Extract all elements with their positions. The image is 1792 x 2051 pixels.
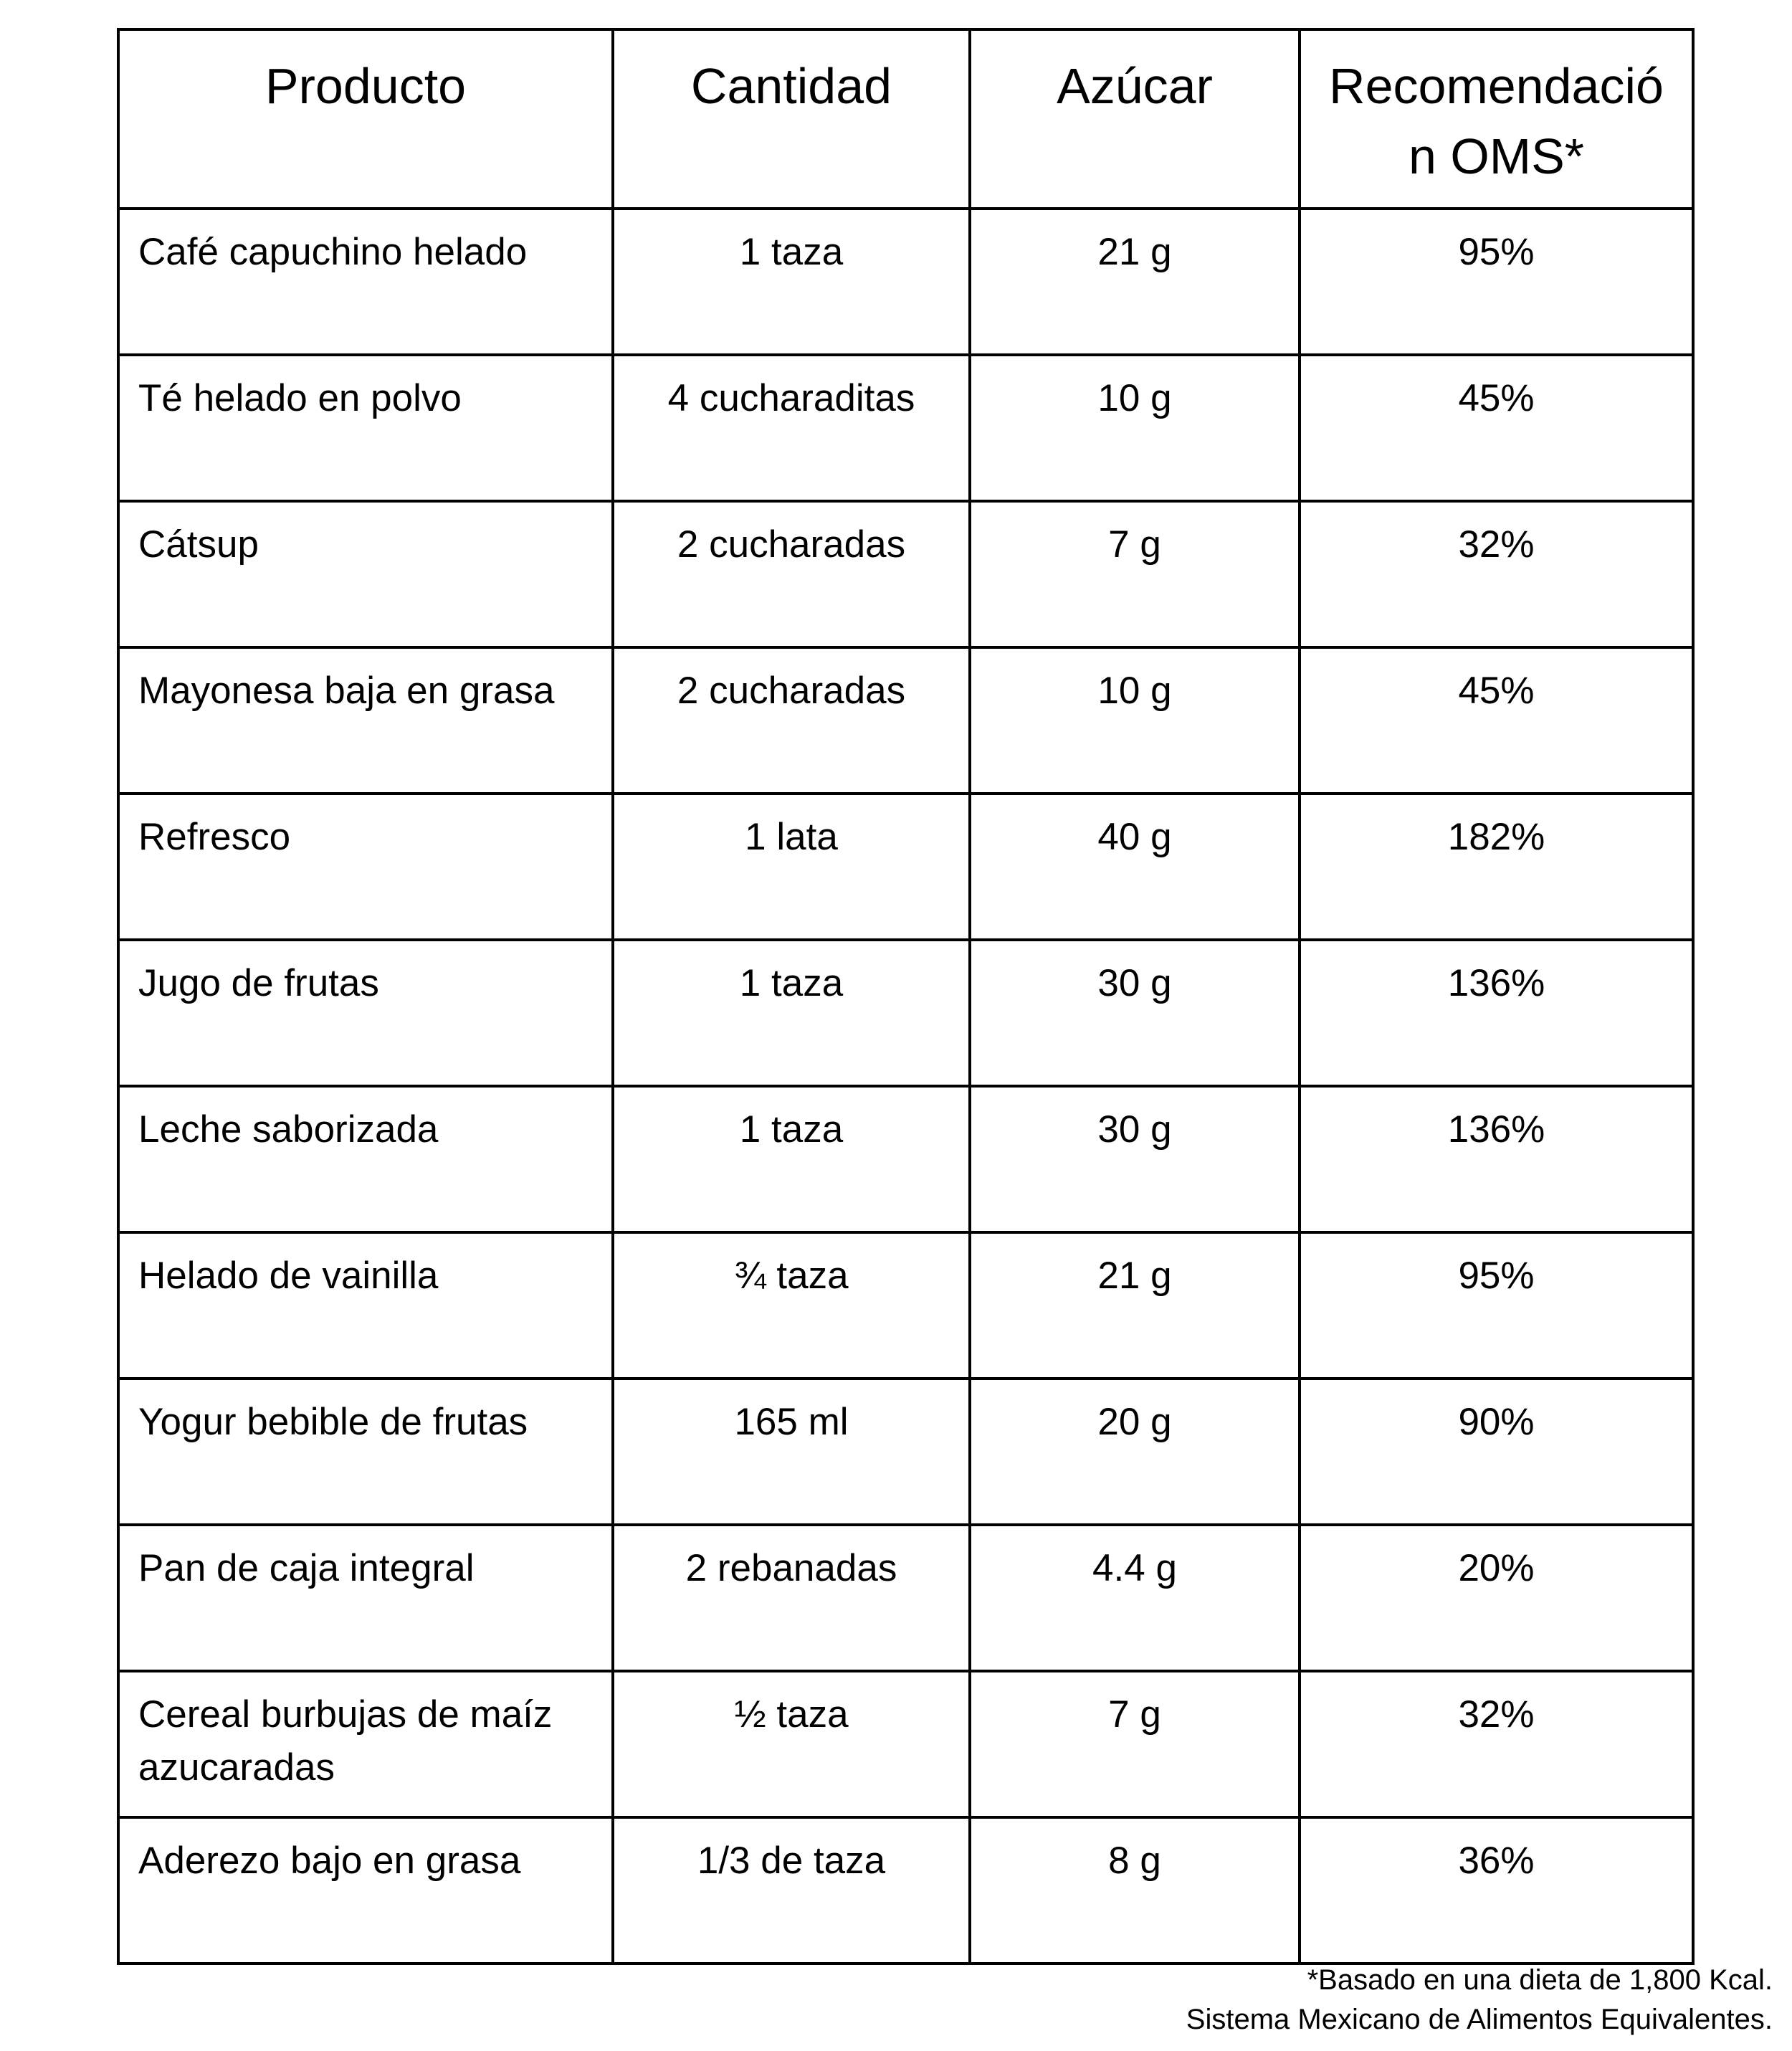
cell-cantidad: ½ taza xyxy=(613,1671,970,1817)
table-row xyxy=(118,209,1693,355)
cell-azucar: 10 g xyxy=(970,355,1300,501)
cell-producto: Jugo de frutas xyxy=(118,940,613,1086)
cell-azucar: 21 g xyxy=(970,209,1300,355)
cell-azucar: 10 g xyxy=(970,647,1300,794)
cell-producto: Mayonesa baja en grasa xyxy=(118,647,613,794)
cell-producto: Helado de vainilla xyxy=(118,1232,613,1379)
cell-azucar: 7 g xyxy=(970,501,1300,647)
cell-recomendacion: 136% xyxy=(1300,940,1693,1086)
cell-producto: Pan de caja integral xyxy=(118,1525,613,1671)
cell-recomendacion: 32% xyxy=(1300,501,1693,647)
cell-producto: Cátsup xyxy=(118,501,613,647)
cell-cantidad: 1/3 de taza xyxy=(613,1817,970,1964)
table-row xyxy=(118,355,1693,501)
cell-recomendacion: 45% xyxy=(1300,647,1693,794)
sugar-content-table xyxy=(117,28,1695,1965)
cell-cantidad: 1 taza xyxy=(613,940,970,1086)
cell-azucar: 30 g xyxy=(970,940,1300,1086)
cell-recomendacion: 45% xyxy=(1300,355,1693,501)
header-azucar: Azúcar xyxy=(970,29,1300,209)
cell-cantidad: 165 ml xyxy=(613,1379,970,1525)
header-producto: Producto xyxy=(118,29,613,209)
cell-cantidad: 4 cucharaditas xyxy=(613,355,970,501)
cell-recomendacion: 182% xyxy=(1300,794,1693,940)
cell-recomendacion: 32% xyxy=(1300,1671,1693,1817)
header-row xyxy=(118,29,1693,209)
table-row xyxy=(118,647,1693,794)
cell-producto: Yogur bebible de frutas xyxy=(118,1379,613,1525)
cell-producto: Leche saborizada xyxy=(118,1086,613,1232)
cell-producto: Cereal burbujas de maíz azucaradas xyxy=(118,1671,613,1817)
table-row xyxy=(118,940,1693,1086)
table-row xyxy=(118,1086,1693,1232)
table-row xyxy=(118,501,1693,647)
header-recomendacion-oms: Recomendació n OMS* xyxy=(1300,29,1693,209)
cell-producto: Té helado en polvo xyxy=(118,355,613,501)
cell-recomendacion: 95% xyxy=(1300,1232,1693,1379)
cell-producto: Aderezo bajo en grasa xyxy=(118,1817,613,1964)
cell-cantidad: 2 cucharadas xyxy=(613,501,970,647)
cell-azucar: 20 g xyxy=(970,1379,1300,1525)
cell-recomendacion: 90% xyxy=(1300,1379,1693,1525)
footnote-source: Sistema Mexicano de Alimentos Equivalentes. xyxy=(1186,2004,1773,2035)
cell-cantidad: 2 rebanadas xyxy=(613,1525,970,1671)
table-row xyxy=(118,1671,1693,1817)
cell-cantidad: 1 taza xyxy=(613,1086,970,1232)
table-row xyxy=(118,1817,1693,1964)
cell-recomendacion: 95% xyxy=(1300,209,1693,355)
cell-azucar: 7 g xyxy=(970,1671,1300,1817)
cell-recomendacion: 20% xyxy=(1300,1525,1693,1671)
cell-azucar: 30 g xyxy=(970,1086,1300,1232)
footnote-diet-basis: *Basado en una dieta de 1,800 Kcal. xyxy=(1307,1964,1773,1996)
table-row xyxy=(118,794,1693,940)
cell-azucar: 4.4 g xyxy=(970,1525,1300,1671)
cell-cantidad: 1 lata xyxy=(613,794,970,940)
table-row xyxy=(118,1525,1693,1671)
header-cantidad: Cantidad xyxy=(613,29,970,209)
table-row xyxy=(118,1232,1693,1379)
cell-producto: Café capuchino helado xyxy=(118,209,613,355)
cell-cantidad: 1 taza xyxy=(613,209,970,355)
table-row xyxy=(118,1379,1693,1525)
cell-cantidad: 2 cucharadas xyxy=(613,647,970,794)
cell-azucar: 21 g xyxy=(970,1232,1300,1379)
cell-producto: Refresco xyxy=(118,794,613,940)
cell-recomendacion: 36% xyxy=(1300,1817,1693,1964)
cell-azucar: 40 g xyxy=(970,794,1300,940)
cell-cantidad: ¾ taza xyxy=(613,1232,970,1379)
cell-recomendacion: 136% xyxy=(1300,1086,1693,1232)
cell-azucar: 8 g xyxy=(970,1817,1300,1964)
